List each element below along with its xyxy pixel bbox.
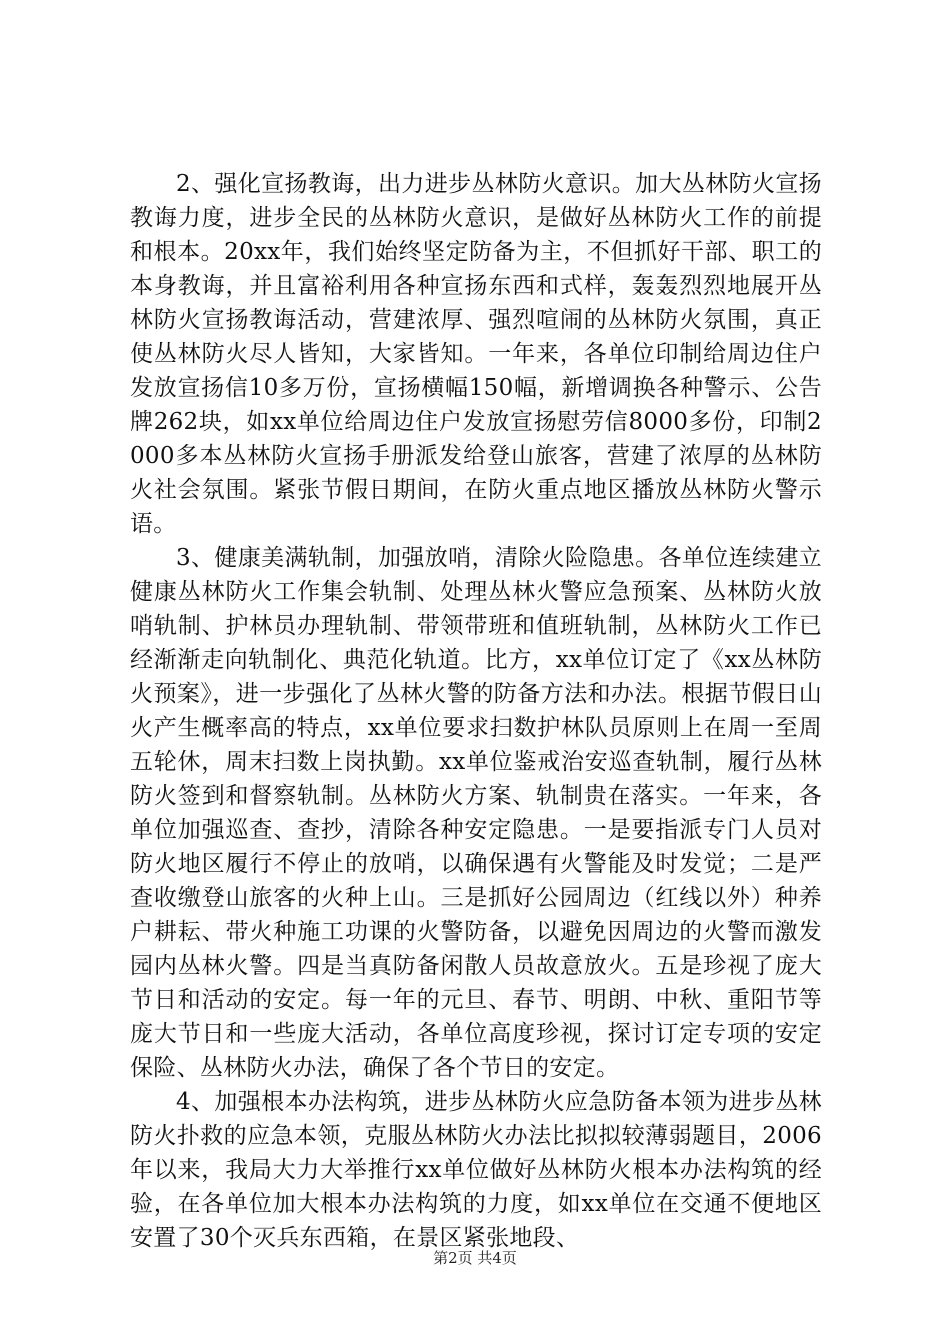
paragraph-2: 2、强化宣扬教诲，出力进步丛林防火意识。加大丛林防火宣扬教诲力度，进步全民的丛林防火意识，是做好丛林防火工作的前提和根本。20xx年，我们始终坚定防备为主，不但抓好干部、职工的本身教诲，并且富裕利用各种宣扬东西和式样，轰轰烈烈地展开丛林防火宣扬教诲活动，营建浓厚、强烈喧闹的丛林防火氛围，真正使丛林防火尽人皆知，大家皆知。一年来，各单位印制给周边住户发放宣扬信10多万份，宣扬横幅150幅，新增调换各种警示、公告牌262块，如xx单位给周边住户发放宣扬慰劳信8000多份，印制2000多本丛林防火宣扬手册派发给登山旅客，营建了浓厚的丛林防火社会氛围。紧张节假日期间，在防火重点地区播放丛林防火警示语。 <box>130 171 822 537</box>
paragraph-4: 4、加强根本办法构筑，进步丛林防火应急防备本领为进步丛林防火扑救的应急本领，克服丛林防火办法比拟拟较薄弱题目，2006年以来，我局大力大举推行xx单位做好丛林防火根本办法构筑的经验，在各单位加大根本办法构筑的力度，如xx单位在交通不便地区安置了30个灭兵东西箱，在景区紧张地段、 <box>130 1089 822 1251</box>
page-number-footer: 第2页 共4页 <box>433 1249 517 1267</box>
document-body <box>130 167 822 1255</box>
paragraph-3: 3、健康美满轨制，加强放哨，清除火险隐患。各单位连续建立健康丛林防火工作集会轨制、处理丛林火警应急预案、丛林防火放哨轨制、护林员办理轨制、带领带班和值班轨制，丛林防火工作已经渐渐走向轨制化、典范化轨道。比方，xx单位订定了《xx丛林防火预案》，进一步强化了丛林火警的防备方法和办法。根据节假日山火产生概率高的特点，xx单位要求扫数护林队员原则上在周一至周五轮休，周末扫数上岗执勤。xx单位鉴戒治安巡查轨制，履行丛林防火签到和督察轨制。丛林防火方案、轨制贵在落实。一年来，各单位加强巡查、查抄，清除各种安定隐患。一是要指派专门人员对防火地区履行不停止的放哨，以确保遇有火警能及时发觉；二是严查收缴登山旅客的火种上山。三是抓好公园周边（红线以外）种养户耕耘、带火种施工功课的火警防备，以避免因周边的火警而激发园内丛林火警。四是当真防备闲散人员故意放火。五是珍视了庞大节日和活动的安定。每一年的元旦、春节、明朗、中秋、重阳节等庞大节日和一些庞大活动，各单位高度珍视，探讨订定专项的安定保险、丛林防火办法，确保了各个节日的安定。 <box>130 545 822 1081</box>
